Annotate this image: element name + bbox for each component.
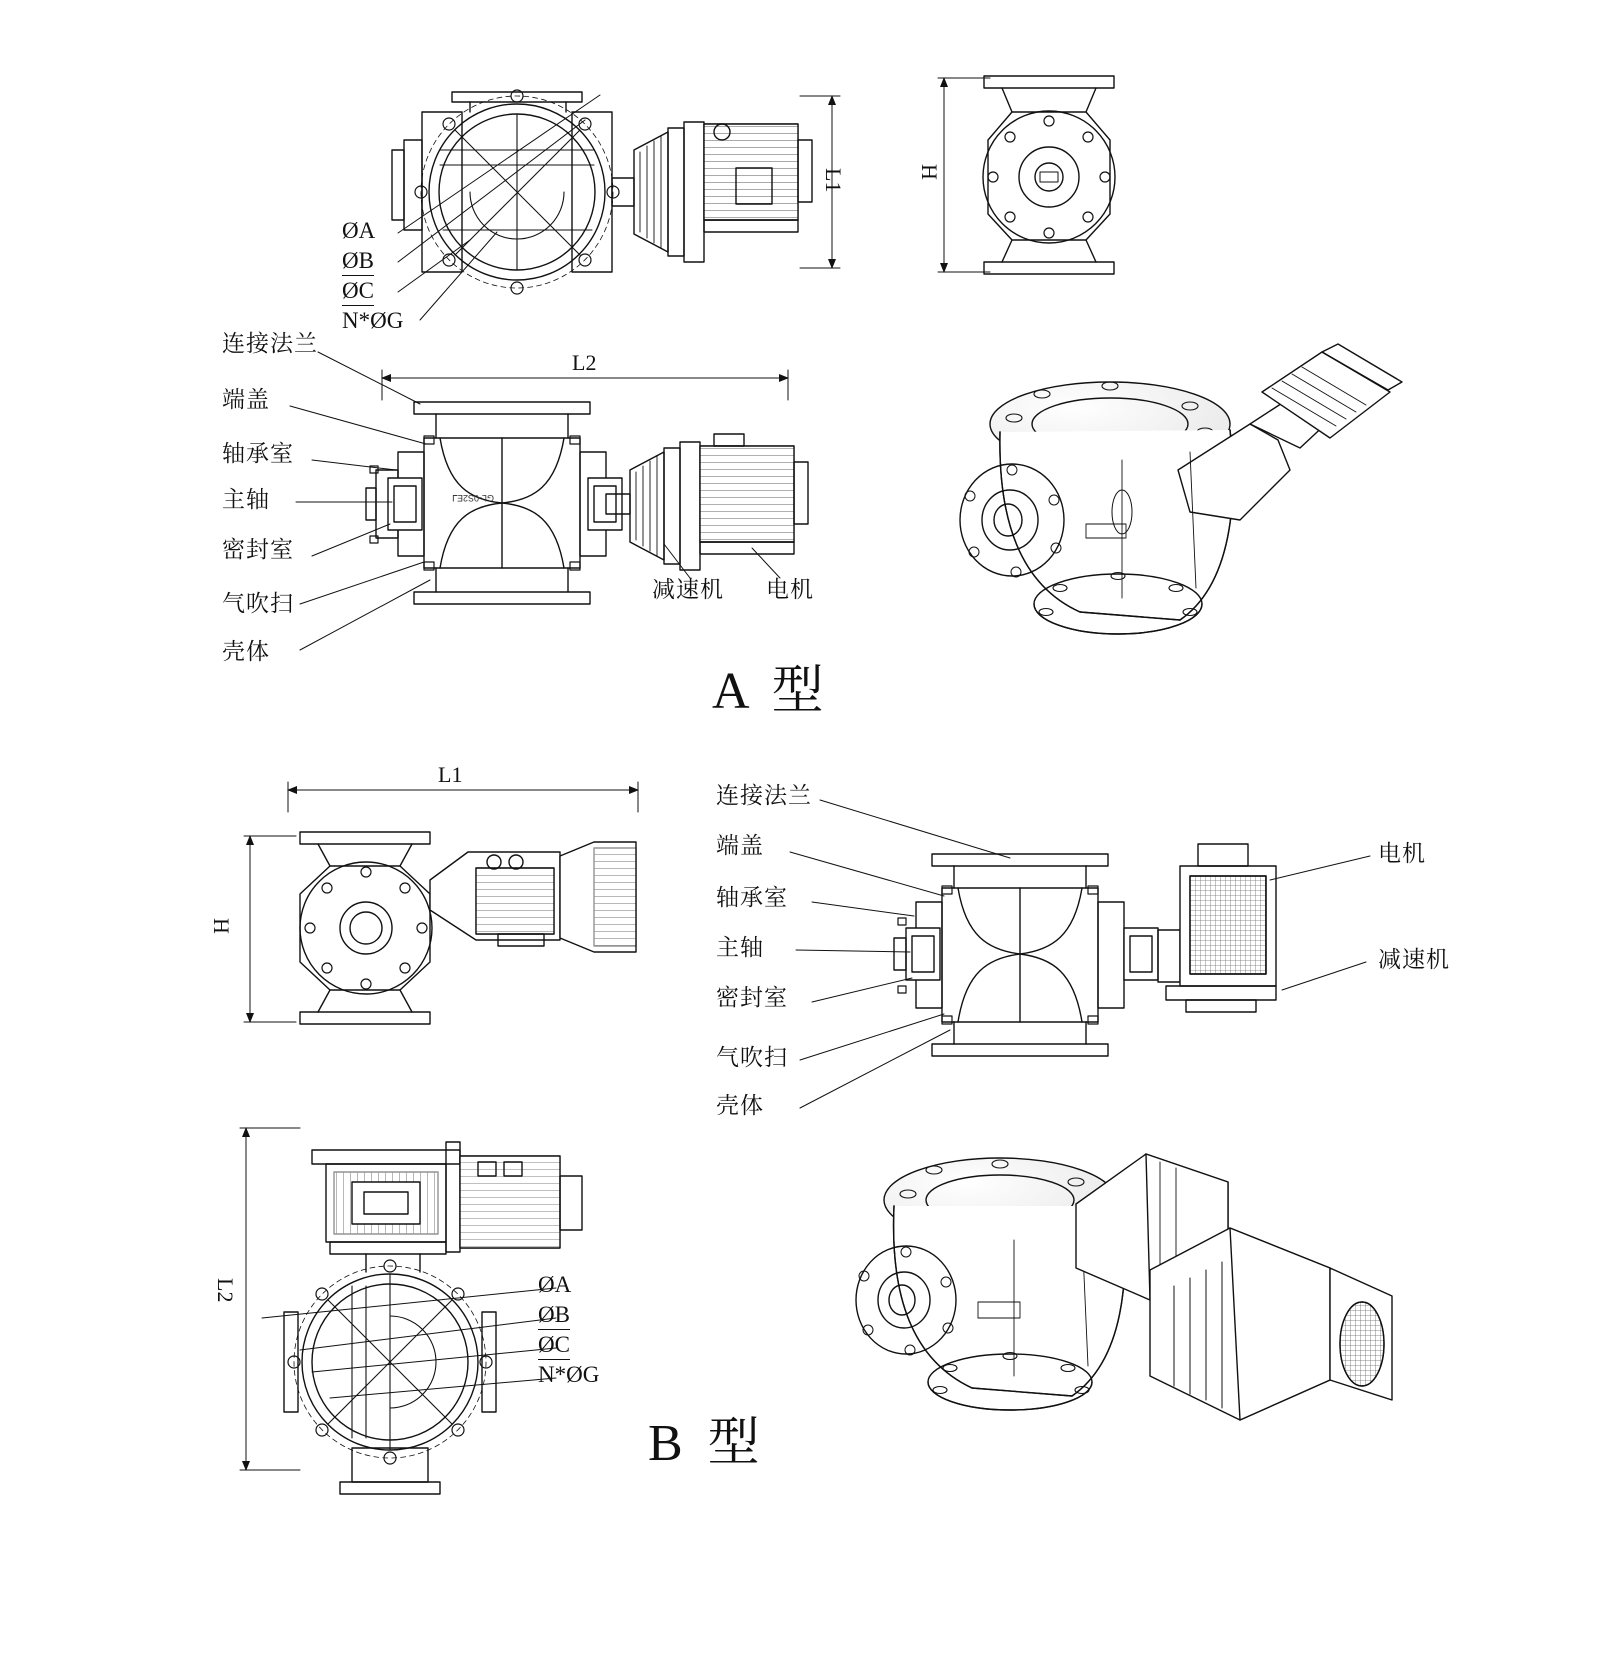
dim-h-b	[244, 836, 296, 1022]
callout-a-main-shaft: 主轴	[222, 486, 270, 512]
callout-b-reducer: 减速机	[1378, 946, 1450, 972]
callout-b-seal-chamber: 密封室	[716, 984, 788, 1010]
a-side-view	[983, 76, 1115, 274]
b-front-view	[300, 832, 636, 1024]
a-isometric	[960, 344, 1402, 634]
type-mark-b: B 型	[648, 1415, 766, 1472]
callout-b-end-cover: 端盖	[716, 832, 764, 858]
callout-b-flange: 连接法兰	[716, 782, 812, 808]
callout-a-housing: 壳体	[222, 638, 270, 664]
callout-a-seal-chamber: 密封室	[222, 536, 294, 562]
leaders-phi-a	[398, 95, 600, 320]
dim-n-phi-g-label: N*ØG	[342, 308, 404, 333]
callout-a-motor: 电机	[766, 576, 814, 602]
callout-b-motor: 电机	[1378, 840, 1426, 866]
dim-l2-b-label: L2	[213, 1278, 238, 1303]
housing-stamp-text: GL-0S2E⅃	[452, 493, 495, 503]
dim-l2-a-label: L2	[572, 350, 597, 375]
callout-a-end-cover: 端盖	[222, 386, 270, 412]
callout-b-main-shaft: 主轴	[716, 934, 764, 960]
a-front-view	[392, 90, 812, 294]
dim-l2-b	[240, 1128, 300, 1470]
dim-h-a-label: H	[917, 164, 942, 180]
type-mark-a: A 型	[712, 663, 830, 720]
dim-phi-b-label: ØB	[342, 248, 374, 276]
b-isometric	[856, 1154, 1392, 1420]
callout-a-reducer: 减速机	[652, 576, 724, 602]
dim-phi-c-label-b: ØC	[538, 1332, 570, 1360]
dim-n-phi-g-label-b: N*ØG	[538, 1362, 600, 1387]
callout-b-bearing-chamber: 轴承室	[716, 884, 788, 910]
callout-a-bearing-chamber: 轴承室	[222, 440, 294, 466]
a-section-view	[366, 402, 808, 604]
callout-a-air-purge: 气吹扫	[222, 590, 294, 616]
dim-h-a	[938, 78, 990, 272]
dim-l1-a-label: L1	[821, 168, 846, 193]
callout-b-housing: 壳体	[716, 1092, 764, 1118]
dim-phi-a-label-b: ØA	[538, 1272, 572, 1297]
leaders-b-section	[790, 800, 1370, 1108]
dim-phi-b-label-b: ØB	[538, 1302, 570, 1330]
dim-l1-b	[288, 782, 638, 812]
b-section-view	[894, 844, 1276, 1056]
dim-l1-b-label: L1	[438, 762, 463, 787]
callout-a-flange: 连接法兰	[222, 330, 318, 356]
dim-phi-c-label: ØC	[342, 278, 374, 306]
dim-phi-a-label: ØA	[342, 218, 376, 243]
dim-h-b-label: H	[209, 918, 234, 934]
callout-b-air-purge: 气吹扫	[716, 1044, 788, 1070]
